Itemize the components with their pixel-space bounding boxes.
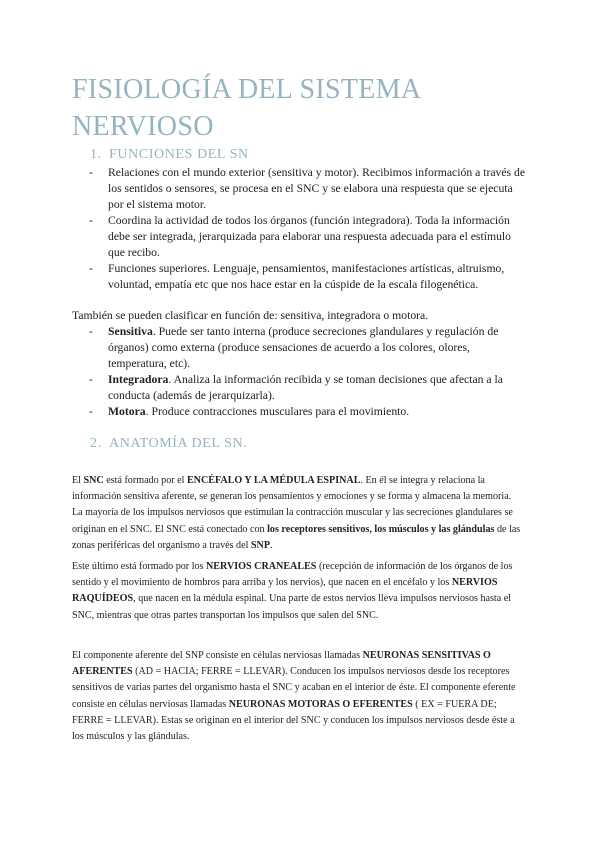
list-item: - Integradora. Analiza la información recibida y se toman decisiones que afectan a la conducta (además de jerarquizarla). [89,372,529,404]
term: Sensitiva [108,325,153,338]
list-item: - Funciones superiores. Lenguaje, pensamientos, manifestaciones artísticas, altruismo, voluntad, empatía etc que nos hace estar en la cúspide de la escala filogenética. [89,261,529,293]
term: Integradora [108,373,169,386]
page-title: FISIOLOGÍA DEL SISTEMA NERVIOSO [72,74,420,142]
functions-list [89,165,529,293]
section-title: ANATOMÍA DEL SN. [109,436,248,451]
section-heading-funciones [90,147,249,163]
list-item: - Motora. Produce contracciones musculares para el movimiento. [89,404,529,420]
section-number: 1. [90,147,102,162]
paragraph-neuronas: El componente aferente del SNP consiste en células nerviosas llamadas NEURONAS SENSITIVAS O AFERENTES (AD = HACIA; FERRE = LLEVAR). Conducen los impulsos nerviosos desde los receptores sensitivos de varias partes del organismo hasta el SNC y acaban en el interior de éste. El componente eferente consiste en células nerviosas llamadas NEURONAS MOTORAS O EFERENTES ( EX = FUERA DE; FERRE = LLEVAR). Estas se originan en el interior del SNC y conducen los impulsos nerviosos desde éste a los músculos y las glándulas. [72,650,516,743]
section-title: FUNCIONES DEL SN [109,147,249,162]
paragraph-snc: El SNC está formado por el ENCÉFALO Y LA MÉDULA ESPINAL. En él se integra y relaciona la información sensitiva aferente, se generan los pensamientos y emociones y se forma y almacena la memoria. La mayoría de los impulsos nerviosos que estimulan la contracción muscular y las secreciones glandulares se originan en el SNC. El SNC está conectado con los receptores sensitivos, los músculos y las glándulas de las zonas periféricas del organismo a través del SNP. [72,475,521,551]
section-heading-anatomia [90,436,247,452]
list-item: - Relaciones con el mundo exterior (sensitiva y motor). Recibimos información a través de los sentidos o sensores, se procesa en el SNC y se elabora una respuesta que se ejecuta por el sistema motor. [89,165,529,213]
classification-intro: También se pueden clasificar en función de: sensitiva, integradora o motora. [72,309,429,322]
term: Motora [108,405,146,418]
list-item: - Sensitiva. Puede ser tanto interna (produce secreciones glandulares y regulación de órganos) como externa (produce sensaciones de acuerdo a los colores, olores, temperatura, etc). [89,324,529,372]
paragraph-snp: Este último está formado por los NERVIOS CRANEALES (recepción de información de los órganos de los sentido y el movimiento de hombros para arriba y los nervios), que nacen en el encéfalo y los NERVIOS RAQUÍDEOS, que nacen en la médula espinal. Una parte de estos nervios lleva impulsos nerviosos hasta el SNC, mientras que otras partes transportan los impulsos que salen del SNC. [72,561,513,621]
section-number: 2. [90,436,102,451]
classification-list [89,324,529,420]
list-item: - Coordina la actividad de todos los órganos (función integradora). Toda la información debe ser integrada, jerarquizada para elaborar una respuesta adecuada para el estímulo que recibo. [89,213,529,261]
